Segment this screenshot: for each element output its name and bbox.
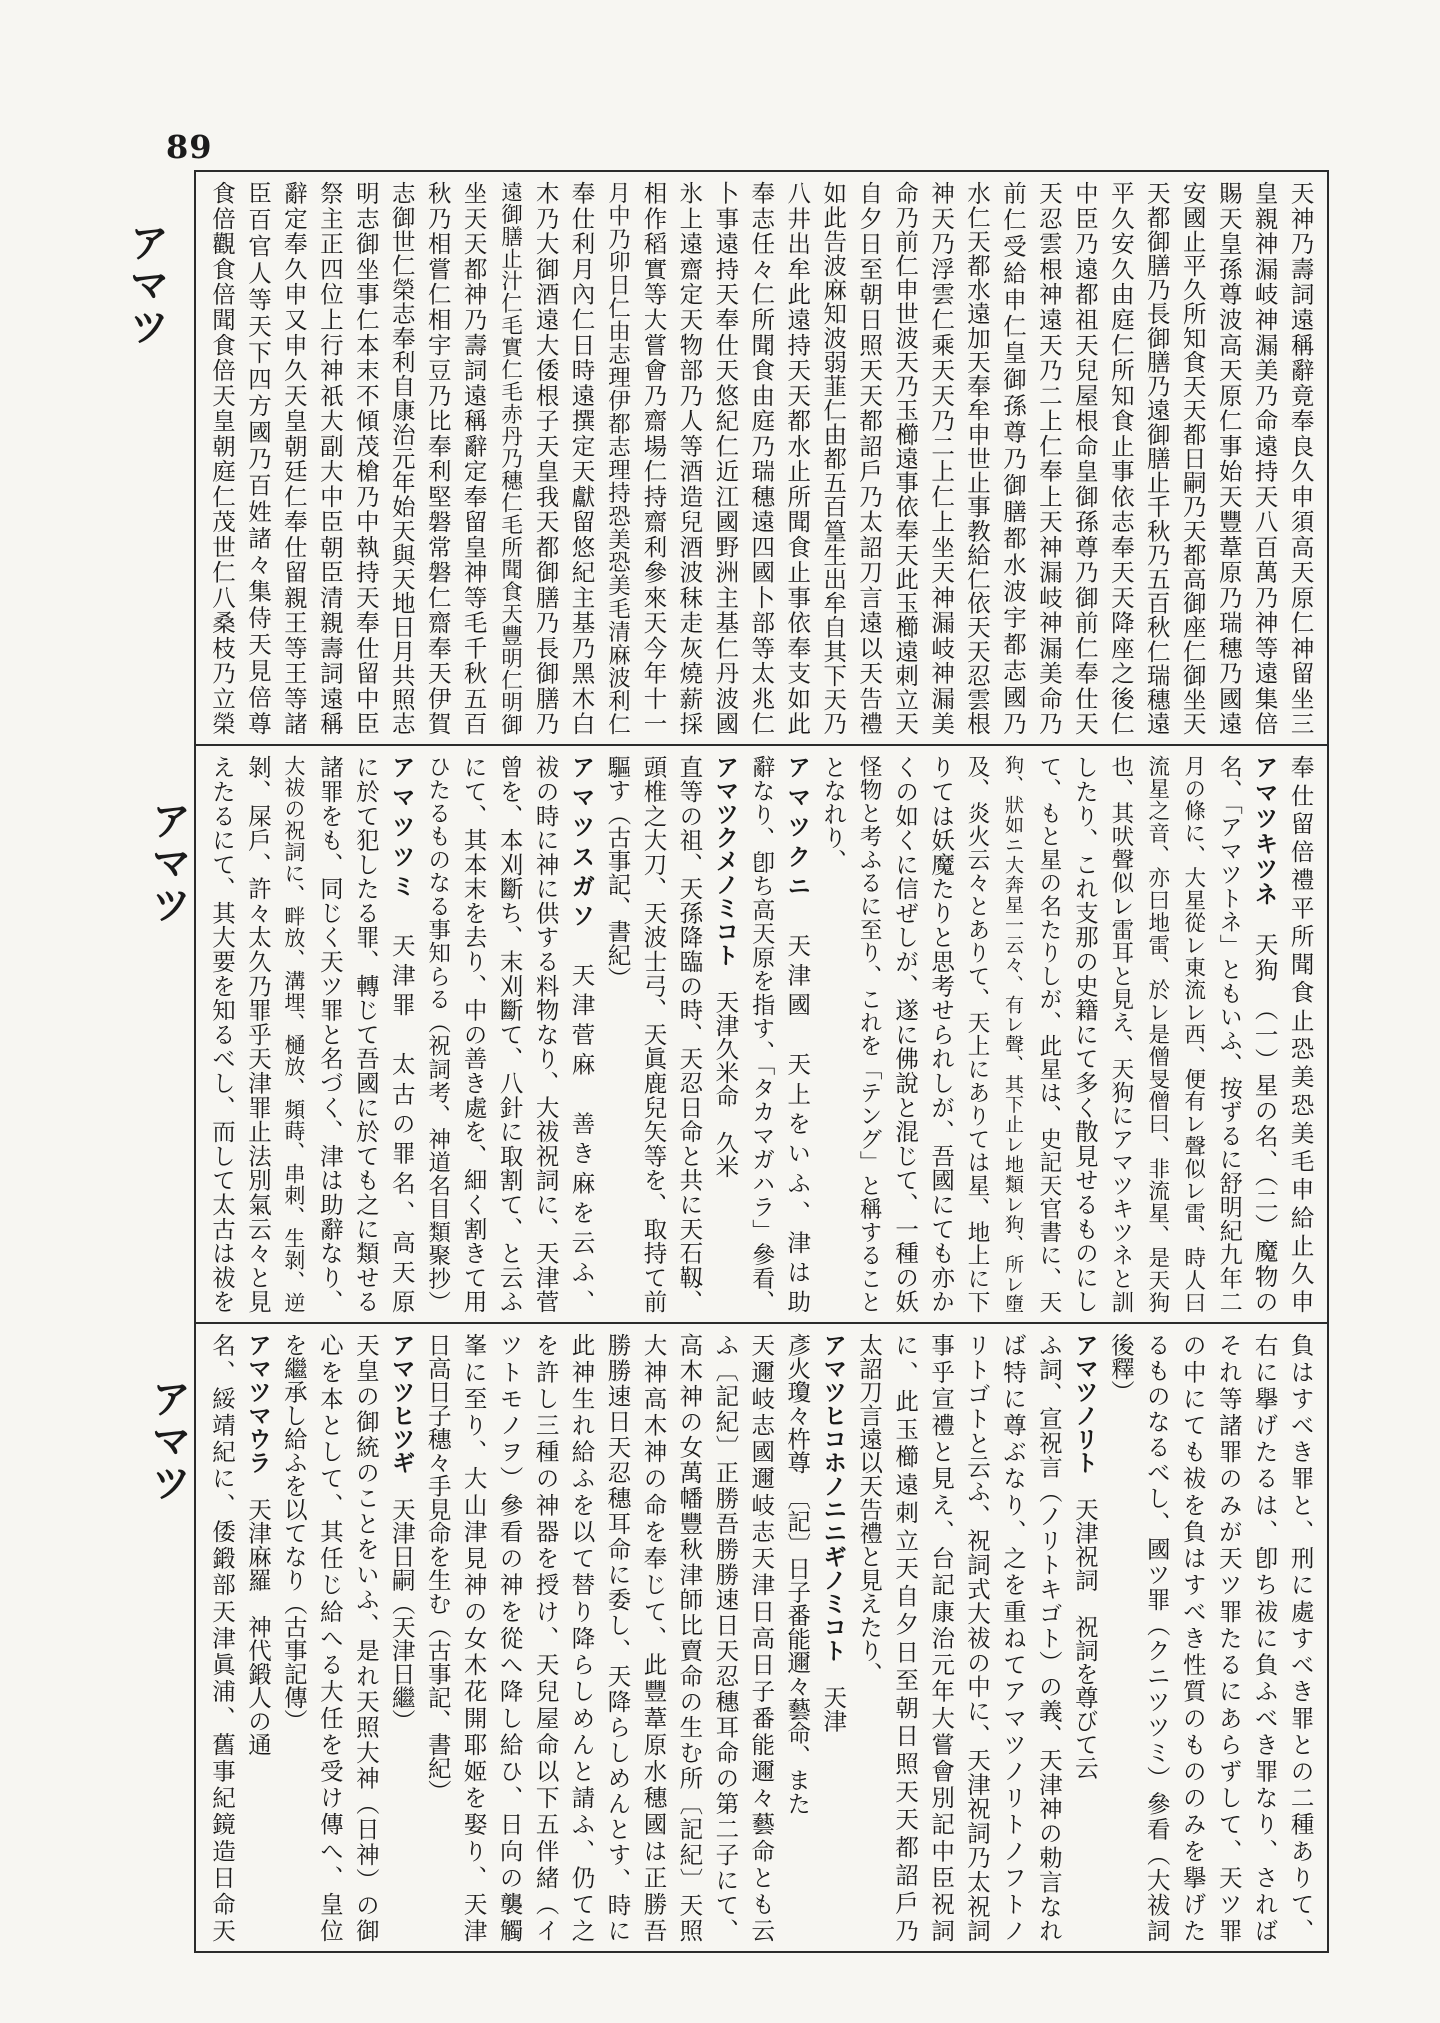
text-column	[781, 181, 813, 735]
text-column	[637, 755, 669, 1313]
column-text: 命乃前仁申世波天乃玉櫛遠事依奉天此玉櫛遠刺立天	[891, 181, 920, 735]
column-text: 氷上遠齋定天物部乃人等酒造兒酒波秣走灰燒薪採	[675, 181, 704, 735]
column-text: 賜天皇孫尊波高天原仁事始天豐葦原乃瑞穗乃國遠	[1214, 181, 1243, 735]
column-text: 狗、狀如ニ大奔星一云々、有レ聲、其下止レ地類レ狗、所レ墮	[1001, 755, 1024, 1313]
column-group	[196, 172, 1327, 744]
text-column	[494, 181, 526, 735]
text-column	[673, 1333, 705, 1942]
column-text: 相作稻實等大嘗會乃齋場仁持齋利參來天今年十一	[639, 181, 668, 735]
column-text: 祭主正四位上行神祇大副大中臣朝臣清親壽詞遠稱	[315, 181, 344, 735]
text-column	[530, 181, 562, 735]
column-text: るものなるべし、國ツ罪（クニツツミ）參看（大祓詞	[1142, 1333, 1171, 1942]
text-column	[1141, 1333, 1173, 1942]
column-text: くの如くに信ぜしが、遂に佛說と混じて、一種の妖	[891, 755, 920, 1313]
text-column	[1213, 755, 1245, 1313]
column-text: 頭椎之大刀、天波士弓、天眞鹿兒矢等を、取持て前	[639, 755, 668, 1313]
text-column	[494, 755, 526, 1313]
margin-index-label: アマツ	[145, 1378, 191, 1504]
column-text: 太詔刀言遠以天告禮と見えたり、	[855, 1333, 884, 1686]
text-column	[889, 1333, 921, 1942]
text-column	[997, 1333, 1029, 1942]
text-column	[1105, 755, 1137, 1313]
text-column	[1285, 1333, 1317, 1942]
entry-heading: アマツツミ	[387, 755, 416, 904]
column-text: ば特に尊ぶなり、之を重ねてアマツノリトノフトノ	[998, 1333, 1027, 1942]
text-column	[1141, 755, 1173, 1313]
column-text: 辭定奉久申又申久天皇朝廷仁奉仕留親王等王等諸	[279, 181, 308, 735]
column-text: 此神生れ給ふを以て替り降らしめんと請ふ、仍て之	[567, 1333, 596, 1942]
column-text: 負はすべき罪と、刑に處すべき罪との二種ありて、	[1286, 1333, 1315, 1942]
text-column	[601, 1333, 633, 1942]
column-text: 天津罪 太古の罪名、高天原	[387, 903, 416, 1313]
text-column	[242, 181, 274, 735]
column-group	[196, 1324, 1327, 1951]
text-column	[1105, 181, 1137, 735]
text-column	[709, 755, 741, 1313]
column-text: したり、これ支那の史籍にて多く散見せるものにし	[1070, 755, 1099, 1313]
column-text: 名、綏靖紀に、倭鍛部天津眞浦、舊事紀鏡造日命天	[208, 1333, 236, 1942]
text-column	[709, 1333, 741, 1942]
text-column	[206, 1333, 238, 1942]
entry-heading: アマツキツネ	[1250, 755, 1279, 908]
column-text: て、もと星の名たりしが、此星は、史記天官書に、天	[1035, 755, 1062, 1313]
text-column	[961, 1333, 993, 1942]
text-column	[566, 755, 598, 1313]
text-column	[422, 181, 454, 735]
text-column	[1249, 1333, 1281, 1942]
column-text: 自夕日至朝日照天天都詔戶乃太詔刀言遠以天告禮	[855, 181, 884, 735]
column-text: 天神乃壽詞遠稱辭竟奉良久申須高天原仁神留坐三	[1286, 181, 1315, 735]
entry-heading: アマツクニ	[783, 755, 812, 904]
column-text: 心を本として、其任じ給へる大任を受け傳へ、皇位	[315, 1333, 344, 1942]
column-text: りては妖魔たりと思考せられしが、吾國にても亦か	[927, 755, 956, 1313]
text-column	[1069, 755, 1101, 1313]
text-column	[1249, 755, 1281, 1313]
text-column	[601, 755, 633, 1313]
entry-heading: アマツヒツギ	[387, 1333, 416, 1474]
column-text: 安國止平久所知食天天都日嗣乃天都高御座仁御坐天	[1178, 181, 1207, 735]
column-text: 坐天天都神乃壽詞遠稱辭定奉留皇神等毛千秋五百	[459, 181, 488, 735]
text-column	[997, 755, 1029, 1313]
text-column	[1177, 755, 1209, 1313]
column-text: 天津日嗣（天津日繼）	[387, 1474, 416, 1733]
column-text: ツトモノヲ）參看の神を從へ降し給ひ、日向の襲觸	[495, 1333, 524, 1942]
column-text: 卜事遠持天奉仕天悠紀仁近江國野洲主基仁丹波國	[711, 181, 740, 735]
text-column	[781, 1333, 813, 1942]
column-text: 天皇の御統のことをいふ、是れ天照大神（日神）の御	[351, 1333, 380, 1942]
top-band	[196, 172, 1327, 744]
entry-heading: アマツクメノミコト	[711, 755, 740, 967]
column-text: 天都御膳乃長御膳乃遠御膳止千秋乃五百秋仁瑞穗遠	[1142, 181, 1171, 735]
column-text: 平久安久由庭仁所知食止事依志奉天天降座之後仁	[1106, 181, 1135, 735]
text-column	[637, 1333, 669, 1942]
text-column	[1249, 181, 1281, 735]
column-text: それ等諸罪のみが天ツ罪たるにあらずして、天ツ罪	[1214, 1333, 1243, 1942]
text-column	[1033, 755, 1065, 1313]
column-text: 食倍觀食倍聞食倍天皇朝庭仁茂世仁八桑枝乃立榮	[208, 181, 236, 735]
column-text: 諸罪をも、同じく天ツ罪と名づく、津は助辭なり、	[315, 755, 344, 1313]
column-text: 天狗 （一）星の名、（二）魔物の	[1250, 907, 1279, 1313]
column-text: 天邇岐志國邇岐志天津日高日子番能邇々藝命とも云	[747, 1333, 776, 1942]
column-text: 大神高木神の命を奉じて、此豐葦原水穗國は正勝吾	[639, 1333, 668, 1942]
column-text: 大祓の祝詞に、畔放、溝埋、樋放、頻蒔、串刺、生剝、逆	[281, 755, 306, 1313]
entry-heading: アマツスガソ	[567, 755, 596, 934]
entry-heading: アマツマウラ	[243, 1333, 272, 1474]
column-text: 右に擧げたるは、卽ち祓に負ふべき罪なり、されば	[1250, 1333, 1279, 1942]
text-column	[350, 181, 382, 735]
text-column	[314, 755, 346, 1313]
text-column	[278, 755, 310, 1313]
column-text: の中にても祓を負はすべき性質のもののみを擧げた	[1178, 1333, 1207, 1942]
text-column	[422, 755, 454, 1313]
text-column	[817, 1333, 849, 1942]
text-column	[350, 755, 382, 1313]
text-column	[673, 181, 705, 735]
column-text: 月中乃卯日仁由志理伊都志理持恐美恐美毛清麻波利仁	[604, 181, 631, 735]
text-column	[781, 755, 813, 1313]
text-column	[853, 755, 885, 1313]
text-column	[1141, 181, 1173, 735]
text-column	[889, 181, 921, 735]
entry-heading: アマツノリト	[1070, 1333, 1099, 1474]
text-column	[925, 181, 957, 735]
margin-index-label: アマツ	[123, 222, 169, 348]
text-column	[458, 1333, 490, 1942]
column-text: 高木神の女萬幡豐秋津師比賣命の生む所〔記紀〕天照	[675, 1333, 704, 1942]
column-text: リトゴトと云ふ、祝詞式大祓の中に、天津祝詞乃太祝詞	[963, 1333, 992, 1942]
column-text: 名、「アマツトネ」ともいふ、按ずるに舒明紀九年二	[1215, 755, 1242, 1313]
text-column	[997, 181, 1029, 735]
column-text: 奉志任々仁所聞食由庭乃瑞穗遠四國卜部等太兆仁	[747, 181, 776, 735]
text-column	[961, 181, 993, 735]
column-text: 事乎宣禮と見え、台記康治元年大嘗會別記中臣祝詞	[927, 1333, 956, 1942]
column-text: 曾を、本刈斷ち、末刈斷て、八針に取割て、と云ふ	[495, 755, 524, 1313]
text-column	[530, 755, 562, 1313]
column-text: 驅す（古事記、書紀）	[603, 755, 632, 990]
text-column	[458, 755, 490, 1313]
text-column	[1069, 181, 1101, 735]
text-column	[1285, 755, 1317, 1313]
column-text: に、此玉櫛遠刺立天自夕日至朝日照天天都詔戶乃	[891, 1333, 920, 1942]
text-column	[386, 1333, 418, 1942]
text-column	[745, 755, 777, 1313]
text-column	[314, 181, 346, 735]
text-column	[925, 1333, 957, 1942]
text-column	[206, 755, 238, 1313]
text-column	[889, 755, 921, 1313]
column-text: 日高日子穗々手見命を生む（古事記、書紀）	[423, 1333, 452, 1803]
column-text: に於て犯したる罪、轉じて吾國に於ても之に類せる	[351, 755, 380, 1313]
page-frame	[194, 170, 1329, 1953]
column-text: ひたるものなる事知らる（祝詞考、神道名目類聚抄）	[424, 755, 451, 1313]
column-text: 臣百官人等天下四方國乃百姓諸々集侍天見倍尊	[243, 181, 272, 735]
column-text: 也、其吠聲似レ雷耳と見え、天狗にアマツキツネと訓	[1107, 755, 1134, 1313]
text-column	[1285, 181, 1317, 735]
page-number: 89	[166, 128, 213, 166]
column-text: 皇親神漏岐神漏美乃命遠持天八百萬乃神等遠集倍	[1250, 181, 1279, 735]
column-text: 前仁受給申仁皇御孫尊乃御膳都水波宇都志國乃	[998, 181, 1027, 735]
text-column	[566, 181, 598, 735]
text-column	[601, 181, 633, 735]
column-text: ふ詞、宣祝言（ノリトキゴト）の義、天津神の勅言なれ	[1034, 1333, 1063, 1942]
column-text: えたるにて、其大要を知るべし、而して太古は祓を	[208, 755, 236, 1313]
column-text: 剝、屎戶、許々太久乃罪乎天津罪止法別氣云々と見	[243, 755, 272, 1313]
column-text: 辭なり、卽ち高天原を指す、「タカマガハラ」參看、	[748, 755, 775, 1313]
text-column	[1213, 181, 1245, 735]
bottom-band	[196, 1322, 1327, 1951]
text-column	[637, 181, 669, 735]
text-column	[530, 1333, 562, 1942]
column-text: 及、炎火云々とありて、天上にありては星、地上に下	[964, 755, 991, 1313]
column-text: を繼承し給ふを以てなり（古事記傳）	[279, 1333, 308, 1733]
column-text: 奉仕利月內仁日時遠撰定天獻留悠紀主基乃黑木白	[567, 181, 596, 735]
text-column	[494, 1333, 526, 1942]
text-column	[422, 1333, 454, 1942]
column-text: 勝勝速日天忍穗耳命に委し、天降らしめんとす、時に	[603, 1333, 632, 1942]
text-column	[709, 181, 741, 735]
column-text: 奉仕留倍禮平所聞食止恐美恐美毛申給止久申	[1286, 755, 1315, 1313]
column-text: となれり、	[819, 755, 848, 873]
column-text: を許し三種の神器を授け、天兒屋命以下五伴緒（イ	[531, 1333, 560, 1942]
text-column	[1033, 181, 1065, 735]
text-column	[817, 755, 849, 1313]
column-text: ふ〔記紀〕正勝吾勝勝速日天忍穗耳命の第二子にて、	[711, 1333, 740, 1942]
column-text: 後釋）	[1106, 1333, 1135, 1404]
column-text: 秋乃相嘗仁相宇豆乃比奉利堅磐常磐仁齋奉天伊賀	[423, 181, 452, 735]
column-text: 天津	[819, 1662, 848, 1733]
column-text: 祓の時に神に供する料物なり、大祓祝詞に、天津菅	[531, 755, 560, 1313]
text-column	[1105, 1333, 1137, 1942]
column-text: 天津國 天上をいふ、津は助	[783, 903, 812, 1313]
text-column	[745, 1333, 777, 1942]
column-text: 水仁天都水遠加天奉牟申世止事教給仁依天天忍雲根	[963, 181, 992, 735]
text-column	[925, 755, 957, 1313]
column-text: 彥火瓊々杵尊 〔記〕日子番能邇々藝命、また	[783, 1333, 812, 1815]
text-column	[817, 181, 849, 735]
text-column	[458, 181, 490, 735]
column-text: 天津菅麻 善き麻を云ふ、	[567, 933, 596, 1313]
column-text: 月の條に、大星從レ東流レ西、便有レ聲似レ雷、時人曰	[1180, 755, 1206, 1313]
text-column	[278, 1333, 310, 1942]
text-column	[745, 181, 777, 735]
text-column	[242, 1333, 274, 1942]
column-text: 神天乃浮雲仁乘天天乃二上仁上坐天神漏岐神漏美	[927, 181, 956, 735]
column-text: 中臣乃遠都祖天兒屋根命皇御孫尊乃御前仁奉仕天	[1070, 181, 1099, 735]
entry-heading: アマツヒコホノニニギノミコト	[819, 1333, 848, 1662]
column-text: 八井出牟此遠持天天都水止所聞食止事依奉支如此	[783, 181, 812, 735]
text-column	[853, 181, 885, 735]
column-text: 如此告波麻知波弱韮仁由都五百篁生出牟自其下天乃	[819, 181, 848, 735]
text-column	[1213, 1333, 1245, 1942]
text-column	[1069, 1333, 1101, 1942]
text-column	[961, 755, 993, 1313]
margin-index-label: アマツ	[145, 800, 191, 926]
text-column	[386, 181, 418, 735]
column-text: 天忍雲根神遠天乃二上仁奉上天神漏岐神漏美命乃	[1034, 181, 1063, 735]
column-text: 木乃大御酒遠大倭根子天皇我天都御膳乃長御膳乃	[531, 181, 560, 735]
text-column	[386, 755, 418, 1313]
column-group	[196, 746, 1327, 1322]
column-text: 遠御膳止汁仁毛實仁毛赤丹乃穗仁毛所聞食天豐明仁明御	[497, 181, 523, 735]
text-column	[566, 1333, 598, 1942]
text-column	[350, 1333, 382, 1942]
column-text: 天津麻羅 神代鍛人の通	[243, 1474, 272, 1756]
text-column	[206, 181, 238, 735]
column-text: にて、其本末を去り、中の善き處を、細く割きて用	[459, 755, 488, 1313]
column-text: 直等の祖、天孫降臨の時、天忍日命と共に天石靱、	[675, 755, 704, 1313]
text-column	[278, 181, 310, 735]
text-column	[673, 755, 705, 1313]
column-text: 峯に至り、大山津見神の女木花開耶姬を娶り、天津	[459, 1333, 488, 1942]
text-column	[1177, 181, 1209, 735]
column-text: 天津祝詞 祝詞を尊びて云	[1070, 1474, 1099, 1780]
column-text: 流星之音、亦曰地雷、於レ是僧旻僧曰、非流星、是天狗	[1144, 755, 1170, 1313]
text-column	[242, 755, 274, 1313]
middle-band	[196, 744, 1327, 1322]
text-column	[1033, 1333, 1065, 1942]
text-column	[853, 1333, 885, 1942]
column-text: 明志御坐事仁本末不傾茂槍乃中執持天奉仕留中臣	[351, 181, 380, 735]
column-text: 怪物と考ふるに至り、これを「テング」と稱すること	[856, 755, 883, 1313]
column-text: 志御世仁榮志奉利自康治元年始天與天地日月共照志	[387, 181, 416, 735]
column-text: 天津久米命 久米	[711, 966, 740, 1178]
text-column	[314, 1333, 346, 1942]
text-column	[1177, 1333, 1209, 1942]
